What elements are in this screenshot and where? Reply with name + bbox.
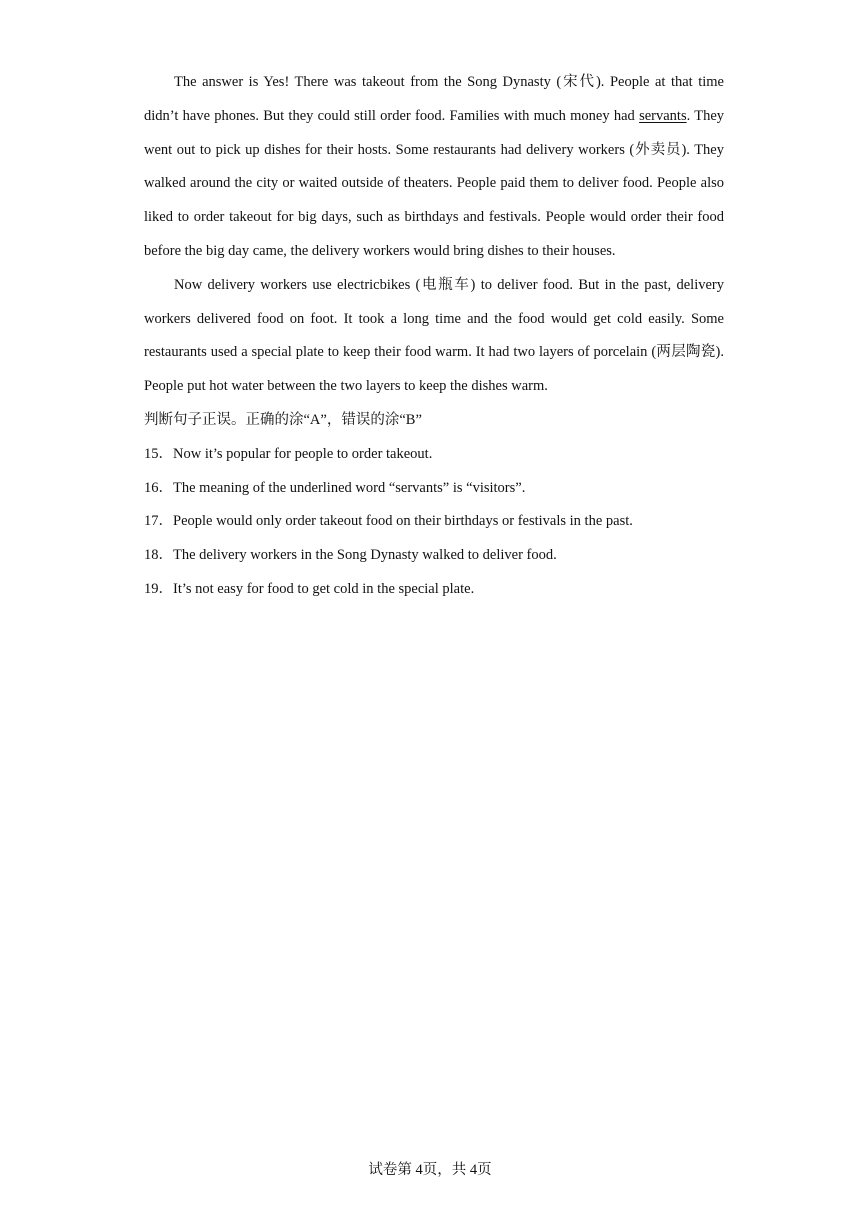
passage-paragraph-1 (144, 66, 724, 269)
question-number: 15． (144, 445, 173, 462)
question-text: It’s not easy for food to get cold in the special plate. (173, 580, 475, 597)
passage-paragraph-1-text-a: The answer is Yes! There was takeout from the Song Dynasty (宋代). People at that time didn’t have phones. But they could still order food. Families with much money had (144, 74, 724, 124)
question-item (144, 573, 724, 607)
question-number: 17． (144, 513, 173, 530)
passage-paragraph-2: Now delivery workers use electricbikes (电瓶车) to deliver food. But in the past, delivery workers delivered food on foot. It took a long time and the food would get cold easily. Some restaurants used a special plate to keep their food warm. It had two layers of porcelain (两层陶瓷). People put hot water between the two layers to keep the dishes warm. (144, 276, 724, 395)
passage-paragraph-1-text-b: . They went out to pick up dishes for their hosts. Some restaurants had delivery workers (外卖员). They walked around the city or waited outside of theaters. People paid them to deliver food. People also liked to order takeout for big days, such as birthdays and festivals. People would order their food before the big day came, the delivery workers would bring dishes to their houses. (144, 107, 725, 259)
question-text: The delivery workers in the Song Dynasty walked to deliver food. (173, 547, 557, 564)
question-text: Now it’s popular for people to order takeout. (173, 445, 433, 462)
question-number: 18． (144, 547, 173, 564)
page-footer: 试卷第 4页，共 4页 (368, 1162, 492, 1178)
question-item (144, 438, 724, 472)
reading-section (144, 66, 724, 607)
question-number: 19． (144, 580, 173, 597)
underlined-word-servants: servants (639, 107, 687, 124)
question-item (144, 505, 724, 539)
question-instruction: 判断句子正误。正确的涂“A”，错误的涂“B” (144, 411, 422, 428)
question-number: 16． (144, 479, 173, 496)
question-text: People would only order takeout food on their birthdays or festivals in the past. (173, 513, 633, 530)
question-item (144, 539, 724, 573)
question-item (144, 472, 724, 506)
question-text: The meaning of the underlined word “servants” is “visitors”. (173, 479, 526, 496)
